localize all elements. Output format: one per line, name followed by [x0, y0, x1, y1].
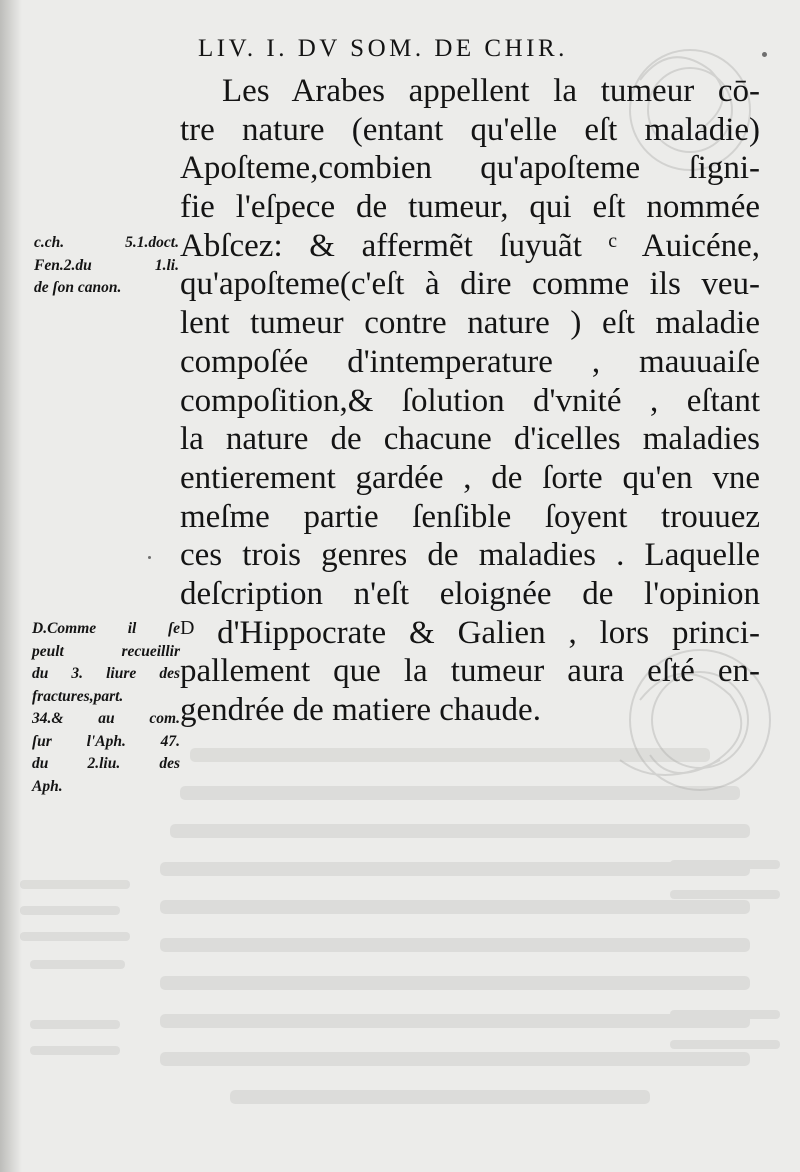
- text-line: deſcription n'eſt eloignée de l'opinion: [180, 575, 760, 612]
- margin-note-line: de ſon canon.: [34, 279, 122, 296]
- text-line: tre nature (entant qu'elle eſt maladie): [180, 111, 760, 148]
- text-line: Abſcez: & affermẽt ſuyuãt ᶜ Auicéne,: [180, 227, 760, 264]
- text-line: ces trois genres de maladies . Laquelle: [180, 537, 760, 574]
- text-line: qu'apoſteme(c'eſt à dire comme ils veu-: [180, 266, 760, 303]
- margin-note-line: fractures,part.: [32, 687, 124, 705]
- text-line-last: gendrée de matiere chaude.: [180, 692, 541, 728]
- margin-note-d: [32, 618, 180, 798]
- text-line: la nature de chacune d'icelles maladies: [180, 421, 760, 458]
- ink-speck: [762, 52, 767, 57]
- margin-note-line: c.ch. 5.1.doct.: [34, 234, 179, 251]
- margin-note-c: [34, 232, 179, 300]
- text-line: ᴰ d'Hippocrate & Galien , lors princi-: [180, 614, 760, 651]
- margin-note-line: du 2.liu. des: [32, 755, 180, 772]
- text-line: pallement que la tumeur aura eſté en-: [180, 653, 760, 690]
- text-line: Apoſteme,combien qu'apoſteme ſigni-: [180, 150, 760, 187]
- margin-note-line: 34.& au com.: [32, 710, 180, 727]
- margin-note-line: du 3. liure des: [32, 665, 180, 682]
- text-line: meſme partie ſenſible ſoyent trouuez: [180, 498, 760, 535]
- page-gutter-shadow: [0, 0, 22, 1172]
- margin-note-line: D.Comme il ſe: [32, 620, 180, 637]
- margin-note-line: Aph.: [32, 777, 63, 795]
- main-text-block: [180, 72, 760, 730]
- ink-speck: [148, 556, 151, 559]
- text-line: Les Arabes appellent la tumeur cō-: [222, 73, 760, 109]
- running-head: LIV. I. DV SOM. DE CHIR.: [198, 35, 568, 62]
- text-line: compoſée d'intemperature , mauuaiſe: [180, 343, 760, 380]
- margin-note-line: Fen.2.du 1.li.: [34, 256, 179, 274]
- text-line: compoſition,& ſolution d'vnité , eſtant: [180, 382, 760, 419]
- margin-note-line: peult recueillir: [32, 642, 180, 660]
- text-line: fie l'eſpece de tumeur, qui eſt nommée: [180, 189, 760, 226]
- text-line: entierement gardée , de ſorte qu'en vne: [180, 459, 760, 496]
- margin-note-line: ſur l'Aph. 47.: [32, 732, 180, 750]
- text-line: lent tumeur contre nature ) eſt maladie: [180, 305, 760, 342]
